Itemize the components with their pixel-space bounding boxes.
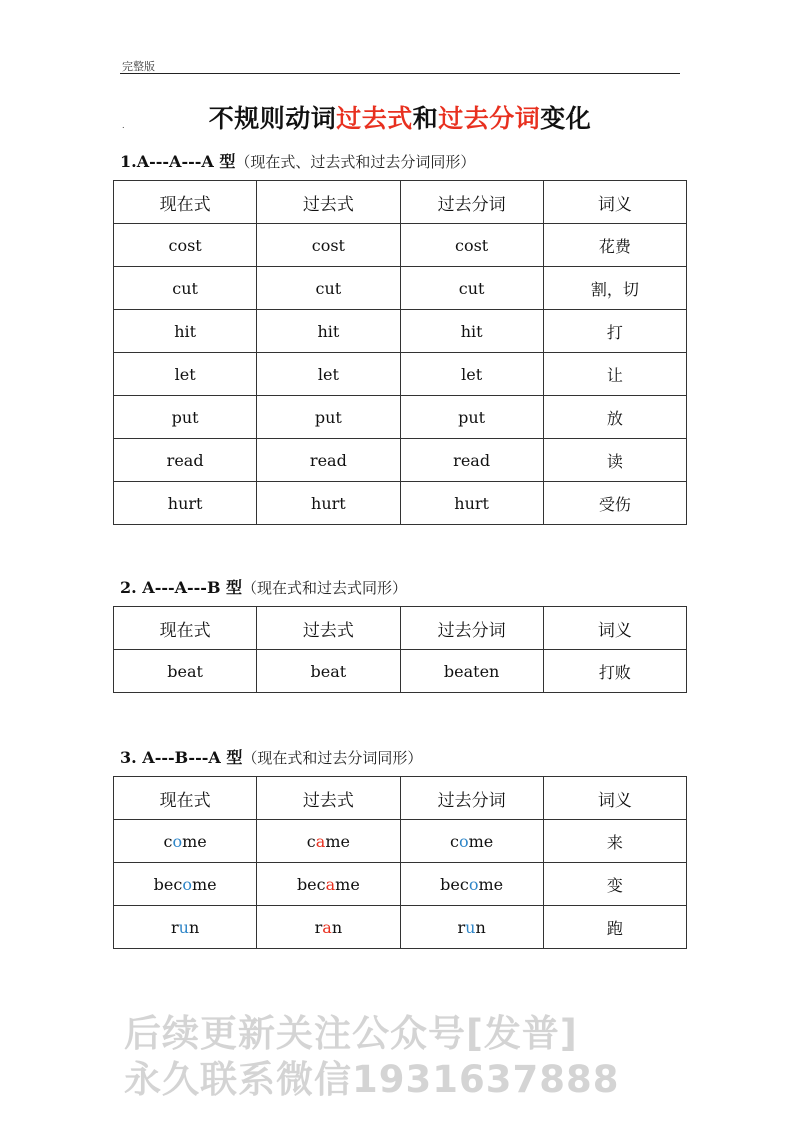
header-rule <box>120 73 680 74</box>
col-header-present: 现在式 <box>114 607 257 650</box>
section1-heading <box>120 149 475 172</box>
table-row <box>114 267 687 310</box>
cell-meaning: 打 <box>543 310 686 353</box>
cell-past: became <box>257 863 400 906</box>
cell-present: come <box>114 820 257 863</box>
section2-heading <box>120 575 407 598</box>
cell-present: hurt <box>114 482 257 525</box>
cell-present: beat <box>114 650 257 693</box>
cell-present: become <box>114 863 257 906</box>
cell-participle: let <box>400 353 543 396</box>
col-header-present: 现在式 <box>114 181 257 224</box>
cell-meaning: 受伤 <box>543 482 686 525</box>
cell-participle: hurt <box>400 482 543 525</box>
page-title <box>0 99 800 135</box>
cell-present: put <box>114 396 257 439</box>
col-header-past: 过去式 <box>257 777 400 820</box>
col-header-meaning: 词义 <box>543 777 686 820</box>
section1-desc: （现在式、过去式和过去分词同形） <box>235 153 476 171</box>
cell-participle: hit <box>400 310 543 353</box>
section3-desc: （现在式和过去分词同形） <box>242 749 423 767</box>
section3-title: 3. A---B---A 型 <box>120 748 243 767</box>
cell-present: run <box>114 906 257 949</box>
cell-past: put <box>257 396 400 439</box>
table-row <box>114 820 687 863</box>
table-row <box>114 224 687 267</box>
table-row <box>114 863 687 906</box>
table-header-row <box>114 777 687 820</box>
watermark-line1: 后续更新关注公众号[发普] <box>124 1012 578 1055</box>
title-part3: 和 <box>412 104 439 133</box>
cell-meaning: 放 <box>543 396 686 439</box>
cell-participle: cut <box>400 267 543 310</box>
cell-present: read <box>114 439 257 482</box>
col-header-meaning: 词义 <box>543 181 686 224</box>
table-row <box>114 353 687 396</box>
cell-participle: beaten <box>400 650 543 693</box>
section3-heading <box>120 745 422 768</box>
cell-participle: come <box>400 820 543 863</box>
table-header-row <box>114 181 687 224</box>
cell-participle: become <box>400 863 543 906</box>
header-label: 完整版 <box>122 60 155 73</box>
table-row <box>114 396 687 439</box>
cell-meaning: 打败 <box>543 650 686 693</box>
section2-title: 2. A---A---B 型 <box>120 578 243 597</box>
section1-table <box>113 180 687 525</box>
cell-past: ran <box>257 906 400 949</box>
table-row <box>114 482 687 525</box>
cell-present: cut <box>114 267 257 310</box>
cell-past: hit <box>257 310 400 353</box>
cell-past: read <box>257 439 400 482</box>
col-header-participle: 过去分词 <box>400 181 543 224</box>
title-part2: 过去式 <box>336 104 413 133</box>
cell-present: cost <box>114 224 257 267</box>
cell-past: cut <box>257 267 400 310</box>
table-row <box>114 310 687 353</box>
cell-meaning: 跑 <box>543 906 686 949</box>
table-row <box>114 650 687 693</box>
cell-meaning: 割，切 <box>543 267 686 310</box>
col-header-past: 过去式 <box>257 607 400 650</box>
title-part4: 过去分词 <box>438 104 541 133</box>
title-part5: 变化 <box>540 104 592 133</box>
cell-present: let <box>114 353 257 396</box>
cell-meaning: 读 <box>543 439 686 482</box>
cell-meaning: 变 <box>543 863 686 906</box>
section2-table <box>113 606 687 693</box>
col-header-meaning: 词义 <box>543 607 686 650</box>
cell-participle: cost <box>400 224 543 267</box>
cell-meaning: 花费 <box>543 224 686 267</box>
table-row <box>114 439 687 482</box>
cell-past: came <box>257 820 400 863</box>
table-row <box>114 906 687 949</box>
cell-past: let <box>257 353 400 396</box>
col-header-participle: 过去分词 <box>400 777 543 820</box>
section3-table <box>113 776 687 949</box>
col-header-participle: 过去分词 <box>400 607 543 650</box>
cell-meaning: 让 <box>543 353 686 396</box>
watermark-line2: 永久联系微信1931637888 <box>124 1058 620 1101</box>
cell-participle: read <box>400 439 543 482</box>
table-header-row <box>114 607 687 650</box>
cell-participle: run <box>400 906 543 949</box>
cell-participle: put <box>400 396 543 439</box>
col-header-past: 过去式 <box>257 181 400 224</box>
cell-past: cost <box>257 224 400 267</box>
section1-title: 1.A---A---A 型 <box>120 152 236 171</box>
cell-past: hurt <box>257 482 400 525</box>
margin-dot: . <box>122 121 125 130</box>
cell-past: beat <box>257 650 400 693</box>
col-header-present: 现在式 <box>114 777 257 820</box>
title-part1: 不规则动词 <box>208 104 337 133</box>
cell-present: hit <box>114 310 257 353</box>
section2-desc: （现在式和过去式同形） <box>242 579 408 597</box>
cell-meaning: 来 <box>543 820 686 863</box>
